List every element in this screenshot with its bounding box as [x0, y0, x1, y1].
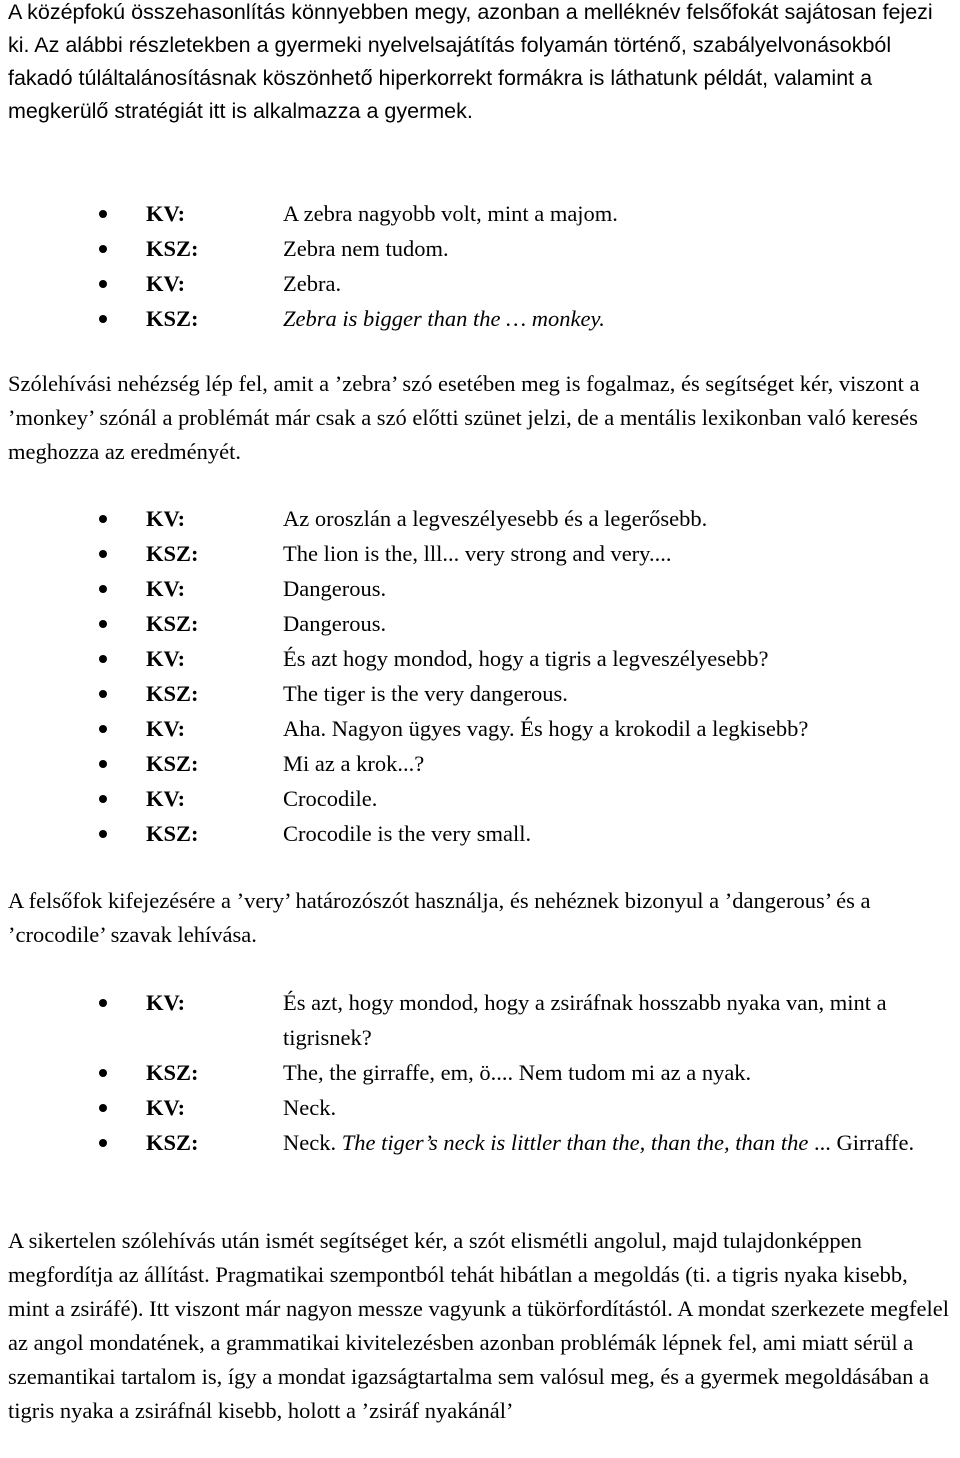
dialog-line	[0, 985, 960, 1055]
speaker-label: KSZ:	[146, 751, 199, 776]
bullet-icon	[99, 280, 107, 288]
dialog-line	[0, 1090, 960, 1125]
bullet-icon	[99, 830, 107, 838]
speaker-label: KV:	[146, 716, 186, 741]
utterance: Aha. Nagyon ügyes vagy. És hogy a krokodil a legkisebb?	[283, 716, 809, 741]
paragraph-very-comment: A felsőfok kifejezésére a ’very’ határozószót használja, és nehéznek bizonyul a ’dangerous’ és a ’crocodile’ szavak lehívása.	[8, 888, 871, 947]
utterance: Zebra nem tudom.	[283, 236, 449, 261]
bullet-icon	[99, 210, 107, 218]
bullet-icon	[99, 999, 107, 1007]
bullet-icon	[99, 1139, 107, 1147]
speaker-label: KSZ:	[146, 236, 199, 261]
dialog-line	[0, 746, 960, 781]
dialog-line	[0, 536, 960, 571]
dialog-line	[0, 641, 960, 676]
bullet-icon	[99, 245, 107, 253]
utterance: The, the girraffe, em, ö.... Nem tudom mi az a nyak.	[283, 1060, 752, 1085]
utterance: Neck.	[283, 1095, 337, 1120]
dialog-line	[0, 301, 960, 336]
bullet-icon	[99, 315, 107, 323]
dialog-line	[0, 231, 960, 266]
bullet-icon	[99, 795, 107, 803]
bullet-icon	[99, 725, 107, 733]
dialog-line	[0, 196, 960, 231]
utterance: És azt, hogy mondod, hogy a zsiráfnak hosszabb nyaka van, mint a tigrisnek?	[283, 990, 887, 1050]
dialog-line	[0, 1125, 960, 1160]
utterance: Az oroszlán a legveszélyesebb és a legerősebb.	[283, 506, 708, 531]
bullet-icon	[99, 1104, 107, 1112]
paragraph-zebra-comment: Szólehívási nehézség lép fel, amit a ’zebra’ szó esetében meg is fogalmaz, és segítséget kér, viszont a ’monkey’ szónál a problémát már csak a szó előtti szünet jelzi, de a mentális lexikonban való keresés meghozza az eredményét.	[8, 371, 920, 464]
utterance	[283, 1125, 955, 1160]
speaker-label: KSZ:	[146, 1130, 199, 1155]
utterance: Crocodile.	[283, 786, 378, 811]
dialog-line	[0, 711, 960, 746]
speaker-label: KV:	[146, 990, 186, 1015]
bullet-icon	[99, 620, 107, 628]
dialog-line	[0, 1055, 960, 1090]
utterance: The tiger is the very dangerous.	[283, 681, 568, 706]
speaker-label: KSZ:	[146, 306, 199, 331]
speaker-label: KV:	[146, 646, 186, 671]
speaker-label: KV:	[146, 201, 186, 226]
utterance: Zebra.	[283, 271, 342, 296]
dialog-zebra	[0, 196, 960, 336]
utterance: Zebra is bigger than the … monkey.	[283, 306, 605, 331]
bullet-icon	[99, 1069, 107, 1077]
bullet-icon	[99, 550, 107, 558]
speaker-label: KSZ:	[146, 1060, 199, 1085]
utterance-plain-end: ... Girraffe.	[808, 1130, 915, 1155]
speaker-label: KV:	[146, 506, 186, 531]
dialog-line	[0, 266, 960, 301]
utterance-italic: The tiger’s neck is littler than the, than the, than the	[341, 1130, 809, 1155]
speaker-label: KSZ:	[146, 821, 199, 846]
paragraph-intro: A középfokú összehasonlítás könnyebben megy, azonban a melléknév felsőfokát sajátosan fejezi ki. Az alábbi részletekben a gyermeki nyelvelsajátítás folyamán történő, szabályelvonásokból fakadó túláltalánosításnak köszönhető hiperkorrekt formákra is láthatunk példát, valamint a megkerülő stratégiát itt is alkalmazza a gyermek.	[8, 0, 933, 123]
utterance: Mi az a krok...?	[283, 751, 425, 776]
bullet-icon	[99, 655, 107, 663]
dialog-lion	[0, 501, 960, 851]
speaker-label: KV:	[146, 1095, 186, 1120]
utterance: A zebra nagyobb volt, mint a majom.	[283, 201, 618, 226]
dialog-giraffe	[0, 985, 960, 1160]
utterance: The lion is the, lll... very strong and very....	[283, 541, 672, 566]
utterance: És azt hogy mondod, hogy a tigris a legveszélyesebb?	[283, 646, 769, 671]
utterance-plain: Neck.	[283, 1130, 342, 1155]
dialog-line	[0, 816, 960, 851]
utterance: Dangerous.	[283, 611, 387, 636]
paragraph-final-comment: A sikertelen szólehívás után ismét segítséget kér, a szót elismétli angolul, majd tulajdonképpen megfordítja az állítást. Pragmatikai szempontból tehát hibátlan a megoldás (ti. a tigris nyaka kisebb, mint a zsiráfé). Itt viszont már nagyon messze vagyunk a tükörfordítástól. A mondat szerkezete megfelel az angol mondatének, a grammatikai kivitelezésben azonban problémák lépnek fel, ami miatt sérül a szemantikai tartalom is, így a mondat igazságtartalma sem valósul meg, és a gyermek megoldásában a tigris nyaka a zsiráfnál kisebb, holott a ’zsiráf nyakánál’	[8, 1228, 949, 1423]
dialog-line	[0, 606, 960, 641]
dialog-line	[0, 501, 960, 536]
speaker-label: KV:	[146, 576, 186, 601]
speaker-label: KSZ:	[146, 541, 199, 566]
dialog-line	[0, 781, 960, 816]
bullet-icon	[99, 585, 107, 593]
utterance: Crocodile is the very small.	[283, 821, 532, 846]
dialog-line	[0, 571, 960, 606]
dialog-line	[0, 676, 960, 711]
speaker-label: KSZ:	[146, 681, 199, 706]
speaker-label: KSZ:	[146, 611, 199, 636]
speaker-label: KV:	[146, 271, 186, 296]
bullet-icon	[99, 515, 107, 523]
bullet-icon	[99, 690, 107, 698]
utterance: Dangerous.	[283, 576, 387, 601]
bullet-icon	[99, 760, 107, 768]
speaker-label: KV:	[146, 786, 186, 811]
